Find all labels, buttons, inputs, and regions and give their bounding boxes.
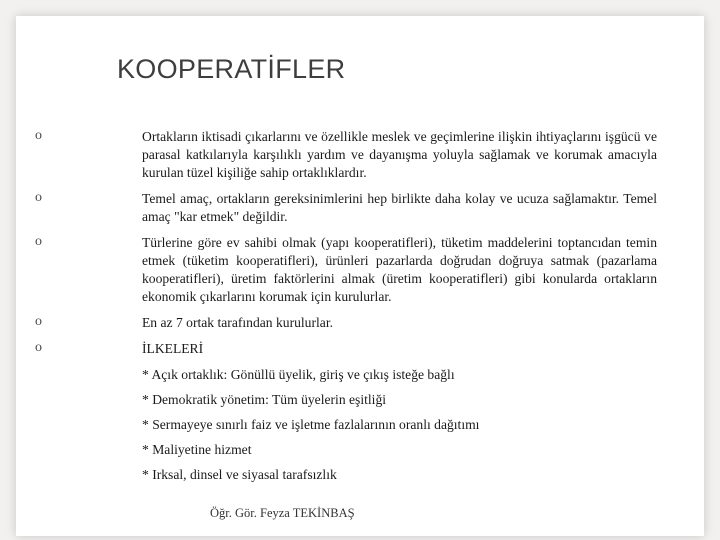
principles-heading: İLKELERİ <box>142 341 204 356</box>
bullet-item <box>35 190 657 226</box>
bullet-text: Ortakların iktisadi çıkarlarını ve özellikle meslek ve geçimlerine ilişkin ihtiyaçlarını işgücü ve parasal katkılarıyla karşılıklı yardım ve dayanışma yoluyla sağlamak ve korumak amacıyla kurulan tüzel kişiliğe sahip ortaklıklardır. <box>142 129 657 180</box>
bullet-text: En az 7 ortak tarafından kurulurlar. <box>142 315 333 330</box>
slide-title: KOOPERATİFLER <box>117 54 346 84</box>
bullet-marker: o <box>35 190 42 205</box>
principles-list <box>142 366 657 491</box>
bullet-marker: o <box>35 128 42 143</box>
principle-item: * Açık ortaklık: Gönüllü üyelik, giriş ve çıkış isteğe bağlı <box>142 367 455 382</box>
principle-item: * Sermayeye sınırlı faiz ve işletme fazlalarının oranlı dağıtımı <box>142 417 480 432</box>
bullet-marker: o <box>35 314 42 329</box>
bullet-item <box>35 340 657 358</box>
bullet-text: Temel amaç, ortakların gereksinimlerini hep birlikte daha kolay ve ucuza sağlamaktır. Temel amaç "kar etmek" değildir. <box>142 191 657 224</box>
bullet-item <box>35 314 657 332</box>
slide-footer-author: Öğr. Gör. Feyza TEKİNBAŞ <box>210 506 355 520</box>
principle-item: * Irksal, dinsel ve siyasal tarafsızlık <box>142 467 337 482</box>
bullet-marker: o <box>35 340 42 355</box>
bullet-marker: o <box>35 234 42 249</box>
bullet-item <box>35 128 657 182</box>
principle-item: * Maliyetine hizmet <box>142 442 252 457</box>
bullet-text: Türlerine göre ev sahibi olmak (yapı kooperatifleri), tüketim maddelerini toptancıdan temin etmek (tüketim kooperatifleri), ürünleri pazarlarda doğrudan doğruya satmak (pazarlama kooperatifleri), üretim faktörlerini almak (üretim kooperatifleri) gibi konularda ortakların ekonomik çıkarlarını korumak için kurulurlar. <box>142 235 657 304</box>
bullet-item <box>35 234 657 306</box>
slide-content <box>35 128 657 491</box>
principle-item: * Demokratik yönetim: Tüm üyelerin eşitliği <box>142 392 387 407</box>
